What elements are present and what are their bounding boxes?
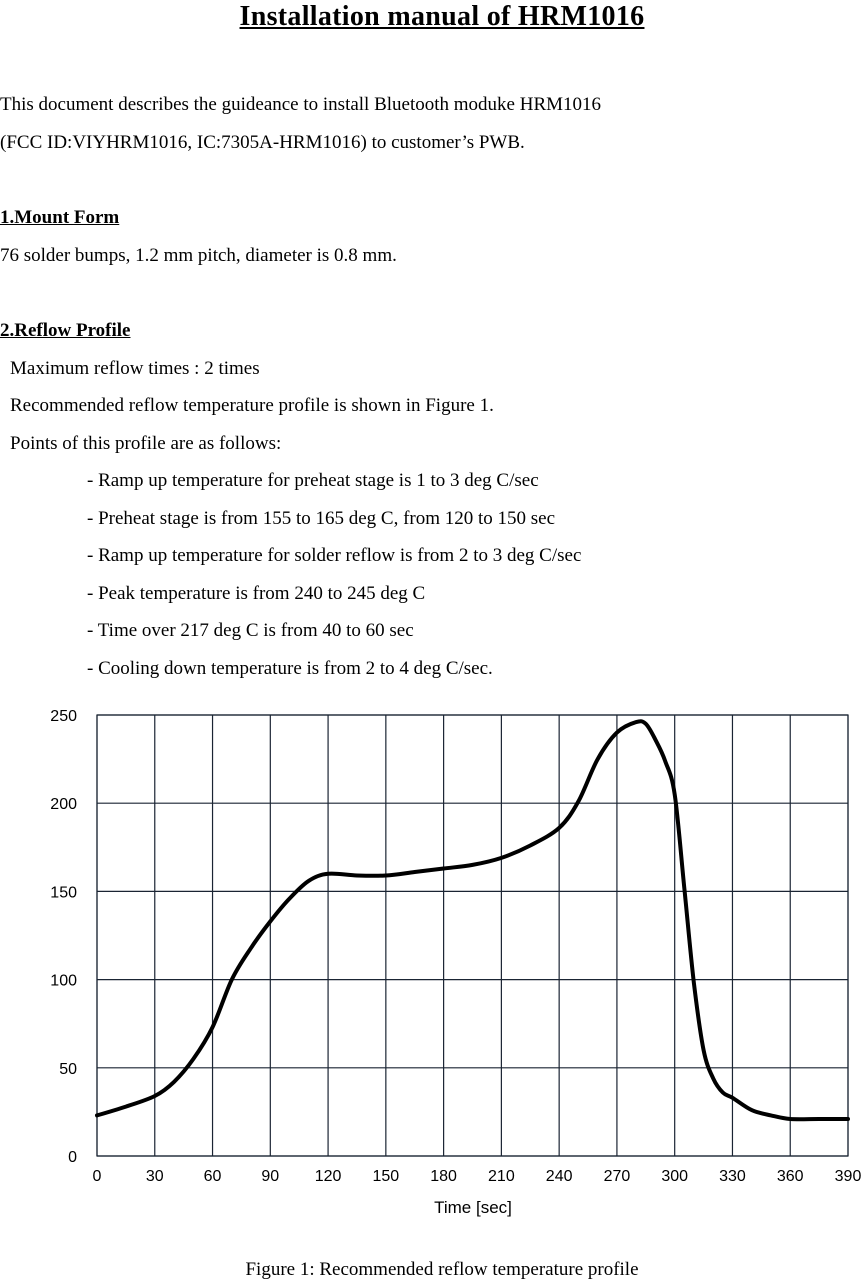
intro-line-2: (FCC ID:VIYHRM1016, IC:7305A-HRM1016) to customer’s PWB. bbox=[0, 132, 525, 153]
section-heading-mount-form: 1.Mount Form bbox=[0, 207, 120, 228]
x-tick-label: 90 bbox=[261, 1168, 280, 1185]
plot-frame bbox=[97, 715, 848, 1156]
x-tick-label: 240 bbox=[545, 1168, 573, 1185]
x-tick-label: 150 bbox=[372, 1168, 400, 1185]
intro-line-1: This document describes the guideance to install Bluetooth moduke HRM1016 bbox=[0, 94, 602, 115]
x-tick-label: 0 bbox=[92, 1168, 102, 1185]
y-tick-label: 150 bbox=[50, 884, 77, 902]
bullet-item: - Preheat stage is from 155 to 165 deg C, from 120 to 150 sec bbox=[87, 508, 556, 529]
temperature-profile-line bbox=[97, 721, 848, 1119]
y-tick-label: 0 bbox=[68, 1149, 77, 1166]
x-tick-label: 180 bbox=[430, 1168, 457, 1185]
x-tick-label: 360 bbox=[776, 1168, 804, 1185]
y-tick-label: 100 bbox=[50, 972, 77, 990]
mount-form-text: 76 solder bumps, 1.2 mm pitch, diameter is 0.8 mm. bbox=[0, 245, 397, 266]
section-heading-reflow-profile: 2.Reflow Profile bbox=[0, 320, 131, 341]
chart-grid bbox=[97, 715, 848, 1156]
reflow-line-2: Recommended reflow temperature profile is shown in Figure 1. bbox=[10, 395, 494, 416]
x-tick-label: 210 bbox=[488, 1168, 515, 1185]
bullet-item: - Ramp up temperature for solder reflow is from 2 to 3 deg C/sec bbox=[87, 545, 582, 566]
x-axis-label: Time [sec] bbox=[434, 1198, 512, 1217]
bullet-item: - Ramp up temperature for preheat stage is 1 to 3 deg C/sec bbox=[87, 470, 539, 491]
bullet-item: - Time over 217 deg C is from 40 to 60 sec bbox=[87, 620, 414, 641]
bullet-item: - Cooling down temperature is from 2 to 4 deg C/sec. bbox=[87, 658, 493, 679]
x-tick-label: 330 bbox=[719, 1168, 746, 1185]
y-tick-label: 250 bbox=[50, 708, 77, 725]
x-tick-label: 300 bbox=[661, 1168, 689, 1185]
x-tick-label: 30 bbox=[145, 1168, 164, 1185]
chart-ticks bbox=[50, 708, 861, 1185]
x-tick-label: 390 bbox=[834, 1168, 862, 1185]
y-tick-label: 50 bbox=[59, 1060, 77, 1078]
bullet-item: - Peak temperature is from 240 to 245 deg C bbox=[87, 583, 426, 604]
x-tick-label: 120 bbox=[314, 1168, 342, 1185]
figure-caption: Figure 1: Recommended reflow temperature profile bbox=[245, 1259, 639, 1280]
reflow-line-1: Maximum reflow times : 2 times bbox=[10, 358, 260, 379]
x-tick-label: 60 bbox=[203, 1168, 222, 1185]
document-title: Installation manual of HRM1016 bbox=[239, 1, 645, 32]
y-tick-label: 200 bbox=[50, 796, 77, 814]
reflow-line-3: Points of this profile are as follows: bbox=[10, 433, 282, 454]
x-tick-label: 270 bbox=[603, 1168, 631, 1185]
reflow-profile-chart bbox=[0, 700, 864, 1230]
